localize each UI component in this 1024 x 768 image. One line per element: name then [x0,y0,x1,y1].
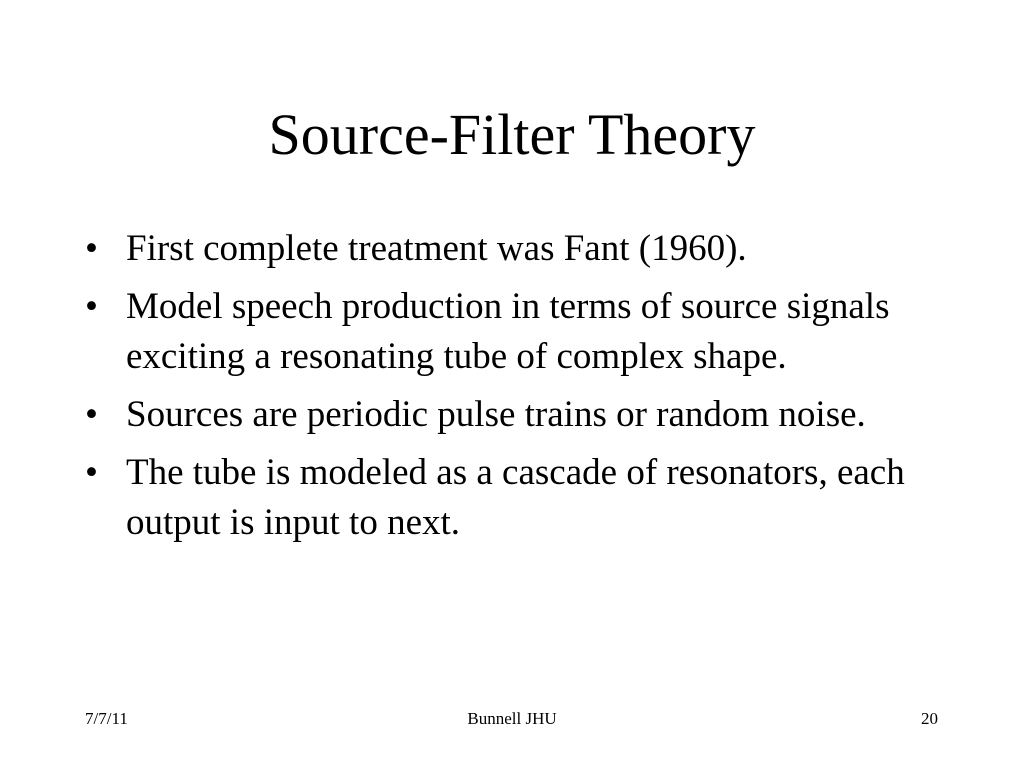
bullet-item [85,390,945,440]
footer-page-number: 20 [921,709,938,728]
bullet-item [85,282,945,382]
bullet-list [85,224,945,556]
bullet-text: Model speech production in terms of source signals exciting a resonating tube of complex shape. [126,286,890,377]
bullet-item [85,448,945,548]
bullet-text: Sources are periodic pulse trains or random noise. [126,394,866,435]
bullet-icon: • [85,394,98,435]
bullet-icon: • [85,452,98,493]
bullet-icon: • [85,228,98,269]
bullet-text: First complete treatment was Fant (1960). [126,228,747,269]
bullet-text: The tube is modeled as a cascade of resonators, each output is input to next. [126,452,905,543]
bullet-item [85,224,945,274]
footer-date: 7/7/11 [85,709,128,728]
footer-author: Bunnell JHU [467,709,557,728]
bullet-icon: • [85,286,98,327]
slide-title: Source-Filter Theory [268,102,756,167]
